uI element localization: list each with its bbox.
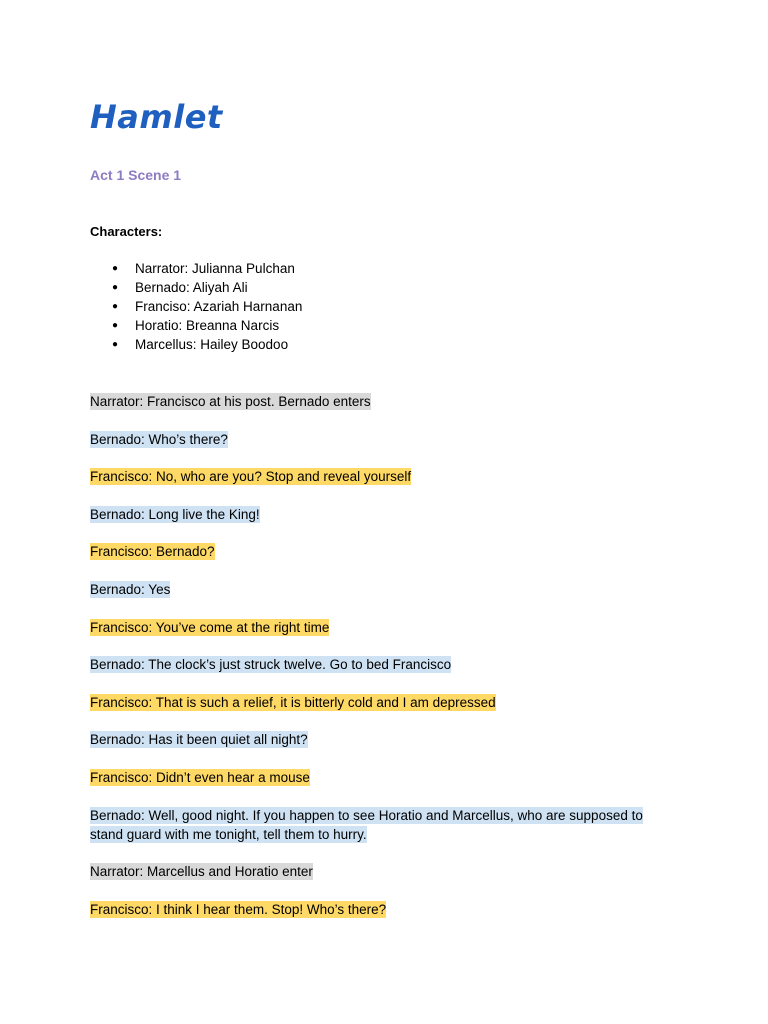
cast-item-text: Narrator: Julianna Pulchan <box>135 261 295 276</box>
francisco-line-text: Francisco: You’ve come at the right time <box>90 619 330 635</box>
cast-item <box>90 297 302 316</box>
bernado-line-text: Bernado: Who’s there? <box>90 431 228 447</box>
script-line <box>90 505 660 524</box>
script-line <box>90 862 660 881</box>
francisco-line-text: Francisco: Didn’t even hear a mouse <box>90 769 310 785</box>
document-title: Hamlet <box>90 98 223 136</box>
bernado-line-text: Bernado: Has it been quiet all night? <box>90 732 308 748</box>
cast-item <box>90 278 302 297</box>
francisco-line-text: Francisco: I think I hear them. Stop! Who’s there? <box>90 901 387 917</box>
bernado-line-text: Bernado: Long live the King! <box>90 506 260 522</box>
bullet-icon: ● <box>112 282 119 293</box>
bernado-line-text: Bernado: Yes <box>90 581 171 597</box>
script-line <box>90 693 660 712</box>
bullet-icon: ● <box>112 339 119 350</box>
cast-item <box>90 335 302 354</box>
script-line <box>90 655 660 674</box>
bullet-icon: ● <box>112 263 119 274</box>
bernado-line-text: Bernado: The clock’s just struck twelve. Go to bed Francisco <box>90 657 452 673</box>
script-line <box>90 430 660 449</box>
cast-item-text: Franciso: Azariah Harnanan <box>135 299 303 314</box>
script-line <box>90 900 660 919</box>
bernado-line-text: Bernado: Well, good night. If you happen to see Horatio and Marcellus, who are supposed to stand guard with me tonight, tell them to hurry. <box>90 807 643 842</box>
francisco-line-text: Francisco: Bernado? <box>90 544 215 560</box>
characters-heading: Characters: <box>90 224 163 239</box>
francisco-line-text: Francisco: That is such a relief, it is bitterly cold and I am depressed <box>90 694 496 710</box>
scene-heading: Act 1 Scene 1 <box>90 167 182 183</box>
cast-list <box>90 259 302 354</box>
script-line <box>90 730 660 749</box>
script-line <box>90 542 660 561</box>
script-line <box>90 392 660 411</box>
bullet-icon: ● <box>112 301 119 312</box>
cast-item <box>90 259 302 278</box>
script-line <box>90 580 660 599</box>
script-line <box>90 467 660 486</box>
cast-item-text: Bernado: Aliyah Ali <box>135 280 248 295</box>
francisco-line-text: Francisco: No, who are you? Stop and reveal yourself <box>90 469 412 485</box>
script-line <box>90 768 660 787</box>
cast-item-text: Horatio: Breanna Narcis <box>135 318 280 333</box>
cast-item <box>90 316 302 335</box>
script-line <box>90 806 660 844</box>
script-body <box>90 392 690 937</box>
cast-item-text: Marcellus: Hailey Boodoo <box>135 337 289 352</box>
script-line <box>90 618 660 637</box>
bullet-icon: ● <box>112 320 119 331</box>
narrator-line-text: Narrator: Francisco at his post. Bernado enters <box>90 394 371 409</box>
narrator-line-text: Narrator: Marcellus and Horatio enter <box>90 864 313 880</box>
